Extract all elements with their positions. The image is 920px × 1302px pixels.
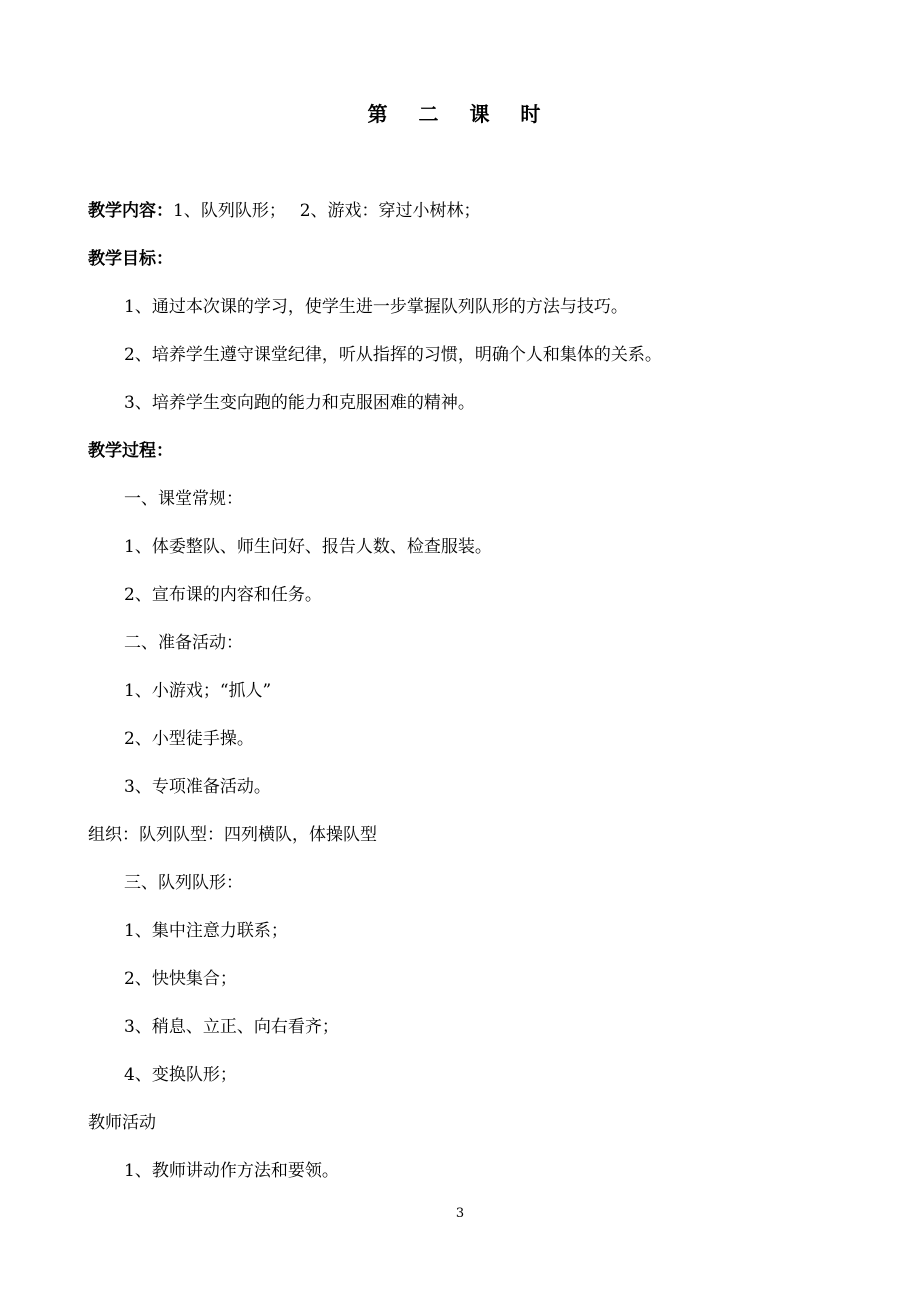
goals-heading: 教学目标： <box>88 249 173 269</box>
organization-line: 组织：队列队型：四列横队，体操队型 <box>88 825 377 845</box>
teaching-content-line <box>88 199 481 223</box>
page-number: 3 <box>455 1206 465 1221</box>
teaching-content-text: 1、队列队形； 2、游戏：穿过小树林； <box>173 201 481 221</box>
list-item: 3、稍息、立正、向右看齐； <box>124 1017 339 1037</box>
goal-item: 2、培养学生遵守课堂纪律，听从指挥的习惯，明确个人和集体的关系。 <box>124 345 662 365</box>
section-title-formation: 三、队列队形： <box>124 873 243 893</box>
list-item: 2、宣布课的内容和任务。 <box>124 585 322 605</box>
goal-item: 1、通过本次课的学习，使学生进一步掌握队列队形的方法与技巧。 <box>124 297 628 317</box>
teacher-activity-heading: 教师活动 <box>88 1113 156 1133</box>
list-item: 1、小游戏；“抓人” <box>124 681 272 701</box>
list-item: 2、小型徒手操。 <box>124 729 254 749</box>
section-title-routine: 一、课堂常规： <box>124 489 243 509</box>
goal-item: 3、培养学生变向跑的能力和克服困难的精神。 <box>124 393 475 413</box>
page-title: 第 二 课 时 <box>367 102 553 126</box>
list-item: 1、集中注意力联系； <box>124 921 288 941</box>
teaching-content-label: 教学内容： <box>88 201 173 221</box>
list-item: 1、体委整队、师生问好、报告人数、检查服装。 <box>124 537 492 557</box>
process-heading: 教学过程： <box>88 441 173 461</box>
list-item: 2、快快集合； <box>124 969 237 989</box>
list-item: 1、教师讲动作方法和要领。 <box>124 1161 339 1181</box>
list-item: 4、变换队形； <box>124 1065 237 1085</box>
section-title-warmup: 二、准备活动： <box>124 633 243 653</box>
list-item: 3、专项准备活动。 <box>124 777 271 797</box>
